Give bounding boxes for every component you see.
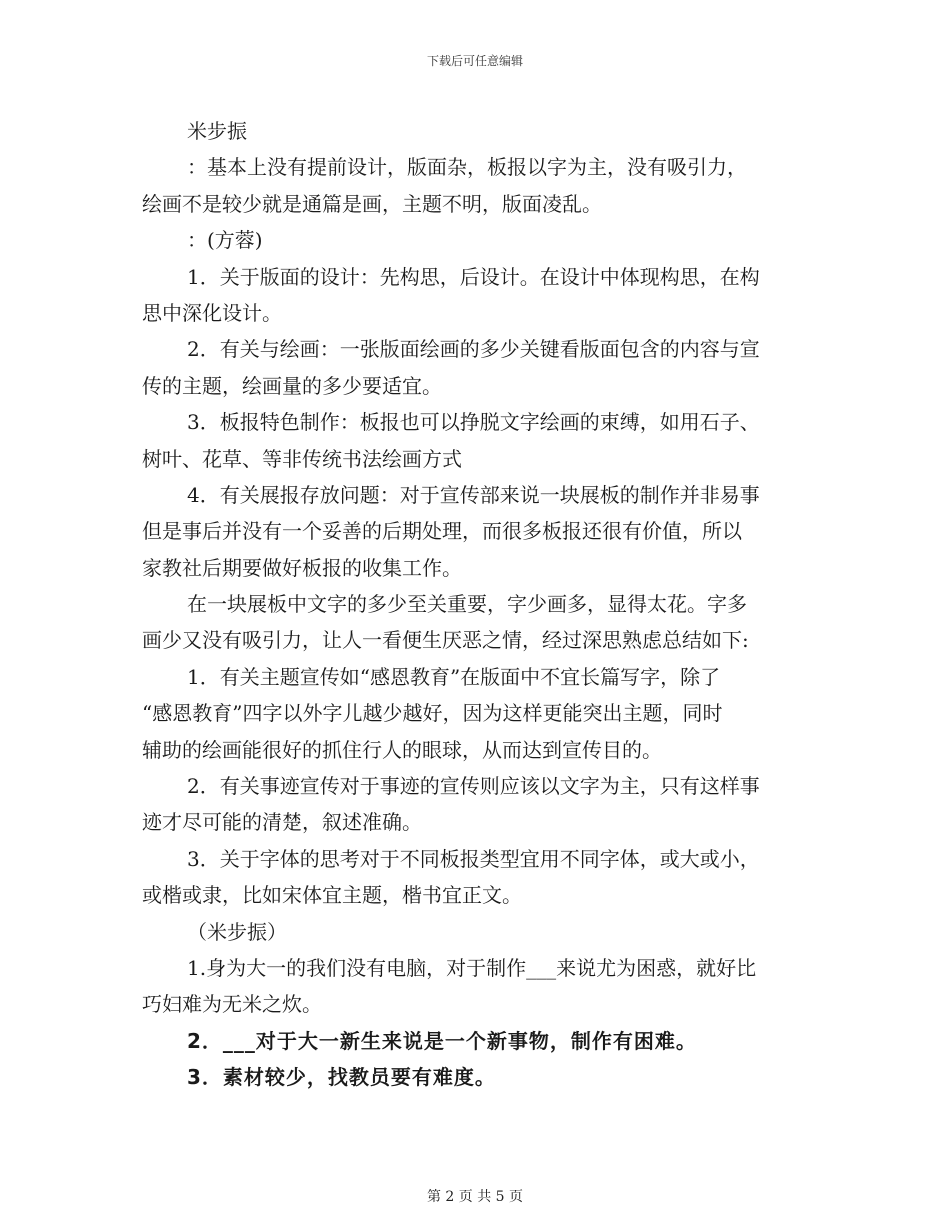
- paragraph-line: 或楷或隶，比如宋体宜主题，楷书宜正文。: [142, 883, 522, 908]
- document-body: [142, 113, 810, 1096]
- paragraph-line: 2．有关与绘画：一张版面绘画的多少关键看版面包含的内容与宣: [187, 337, 760, 362]
- paragraph-line: 思中深化设计。: [142, 300, 282, 325]
- paragraph-line: “感恩教育”四字以外字儿越少越好，因为这样更能突出主题，同时: [142, 701, 723, 726]
- paragraph-line: 3．关于字体的思考对于不同板报类型宜用不同字体，或大或小，: [187, 846, 760, 871]
- paragraph-line-bold: 3．素材较少，找教员要有难度。: [187, 1065, 496, 1090]
- paragraph-line: 但是事后并没有一个妥善的后期处理，而很多板报还很有价值，所以: [142, 519, 742, 544]
- paragraph-line: 画少又没有吸引力，让人一看便生厌恶之情，经过深思熟虑总结如下:: [142, 628, 749, 653]
- paragraph-line: 1．关于版面的设计：先构思，后设计。在设计中体现构思，在构: [187, 264, 760, 289]
- page-footer: 第 2 页 共 5 页: [426, 1189, 524, 1205]
- paragraph-line: 迹才尽可能的清楚，叙述准确。: [142, 810, 422, 835]
- paragraph-line: （米步振）: [187, 919, 287, 944]
- paragraph-line: 4．有关展报存放问题：对于宣传部来说一块展板的制作并非易事: [187, 482, 760, 507]
- paragraph-line: 绘画不是较少就是通篇是画，主题不明，版面凌乱。: [142, 191, 602, 216]
- page-header: 下载后可任意编辑: [426, 54, 523, 68]
- paragraph-line: 传的主题，绘画量的多少要适宜。: [142, 373, 442, 398]
- paragraph-line: 米步振: [187, 119, 247, 143]
- paragraph-line: 辅助的绘画能很好的抓住行人的眼球，从而达到宣传目的。: [142, 737, 662, 762]
- paragraph-line: ：基本上没有提前设计，版面杂，板报以字为主，没有吸引力，: [187, 155, 747, 180]
- paragraph-line: 巧妇难为无米之炊。: [142, 992, 322, 1017]
- paragraph-line-bold: 2．___对于大一新生来说是一个新事物，制作有困难。: [187, 1028, 697, 1053]
- paragraph-line: 3．板报特色制作：板报也可以挣脱文字绘画的束缚，如用石子、: [187, 410, 760, 435]
- paragraph-line: 1.身为大一的我们没有电脑，对于制作___来说尤为困惑，就好比: [187, 955, 757, 980]
- paragraph-line: 家教社后期要做好板报的收集工作。: [142, 555, 462, 580]
- paragraph-line: ：(方蓉): [187, 228, 263, 253]
- paragraph-line: 1．有关主题宣传如“感恩教育”在版面中不宜长篇写字，除了: [187, 664, 721, 689]
- paragraph-line: 在一块展板中文字的多少至关重要，字少画多，显得太花。字多: [187, 592, 747, 617]
- paragraph-line: 树叶、花草、等非传统书法绘画方式: [142, 446, 462, 471]
- paragraph-line: 2．有关事迹宣传对于事迹的宣传则应该以文字为主，只有这样事: [187, 774, 760, 799]
